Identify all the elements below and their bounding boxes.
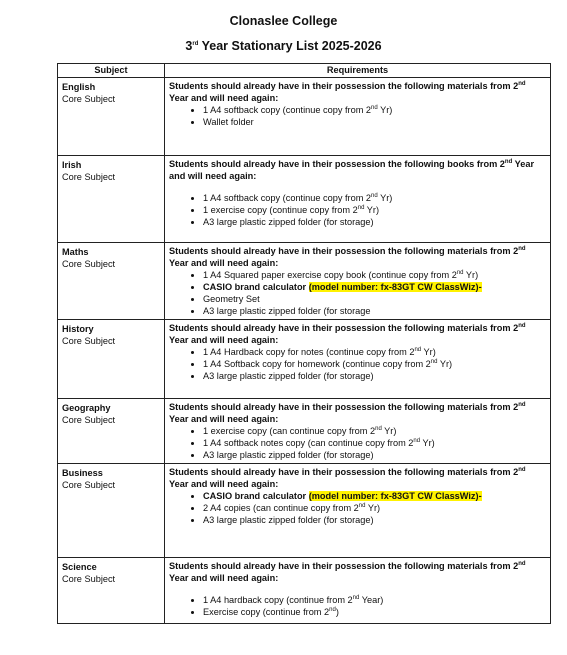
header-subject: Subject xyxy=(58,64,165,78)
intro-text: Students should already have in their possession the following materials from 2 xyxy=(169,402,519,412)
subject-cell xyxy=(58,320,165,399)
list-item xyxy=(203,502,546,514)
item-text-end: Year) xyxy=(359,595,384,605)
subtitle-year-number: 3 xyxy=(185,39,193,53)
intro-text-end: Year and will need again: xyxy=(169,258,279,268)
list-item xyxy=(203,192,546,204)
subject-name: English xyxy=(62,82,96,92)
requirements-list xyxy=(169,192,546,228)
subject-name: History xyxy=(62,324,94,334)
requirements-intro xyxy=(169,322,546,346)
requirements-cell xyxy=(165,399,551,464)
subject-type: Core Subject xyxy=(62,259,116,269)
requirements-list xyxy=(169,346,546,382)
requirements-list xyxy=(169,104,546,128)
list-item xyxy=(203,606,546,618)
intro-ordinal: nd xyxy=(518,401,526,408)
item-ordinal: nd xyxy=(358,502,366,509)
subject-type: Core Subject xyxy=(62,480,116,490)
subject-cell xyxy=(58,399,165,464)
stationary-table xyxy=(57,63,551,624)
subject-type: Core Subject xyxy=(62,172,116,182)
requirements-intro xyxy=(169,466,546,490)
requirements-intro xyxy=(169,158,546,182)
subject-name: Science xyxy=(62,562,97,572)
intro-ordinal: nd xyxy=(518,322,526,329)
item-text: CASIO brand calculator xyxy=(203,282,309,292)
item-text: 1 A4 Softback copy for homework (continue copy from 2 xyxy=(203,359,431,369)
list-item xyxy=(203,269,546,281)
item-text-end: Yr) xyxy=(421,347,436,357)
item-text: 1 exercise copy (continue copy from 2 xyxy=(203,205,358,215)
item-text-end: Yr) xyxy=(437,359,453,369)
item-text-end: Yr) xyxy=(381,426,397,436)
intro-ordinal: nd xyxy=(518,466,526,473)
page-title: Clonaslee College xyxy=(229,14,338,28)
header-requirements: Requirements xyxy=(165,64,551,78)
intro-ordinal: nd xyxy=(518,245,526,252)
table-body xyxy=(58,78,551,624)
list-item xyxy=(203,281,546,293)
table-row xyxy=(58,320,551,399)
list-item xyxy=(203,514,546,526)
item-ordinal: nd xyxy=(375,425,382,432)
item-text: 1 A4 Hardback copy for notes (continue copy from 2 xyxy=(203,347,415,357)
intro-text-end: Year and will need again: xyxy=(169,573,279,583)
requirements-intro xyxy=(169,80,546,104)
list-item xyxy=(203,594,546,606)
list-item xyxy=(203,437,546,449)
item-text: 1 exercise copy (can continue copy from 2 xyxy=(203,426,376,436)
table-header-row xyxy=(58,64,551,78)
subtitle-year-suffix: rd xyxy=(192,40,199,47)
item-text: Geometry Set xyxy=(203,294,260,304)
list-item xyxy=(203,449,546,461)
page-subtitle xyxy=(0,39,567,53)
list-item xyxy=(203,425,546,437)
intro-text: Students should already have in their possession the following materials from 2 xyxy=(169,81,519,91)
intro-ordinal: nd xyxy=(504,158,513,165)
intro-text: Students should already have in their possession the following books from 2 xyxy=(169,159,505,169)
item-text: A3 large plastic zipped folder (for storage xyxy=(203,306,371,316)
subject-type: Core Subject xyxy=(62,415,116,425)
intro-text-end: Year and will need again: xyxy=(169,414,279,424)
intro-text-end: Year and will need again: xyxy=(169,479,279,489)
item-text: A3 large plastic zipped folder (for storage) xyxy=(203,371,374,381)
intro-text: Students should already have in their possession the following materials from 2 xyxy=(169,561,519,571)
intro-ordinal: nd xyxy=(518,80,526,87)
requirements-cell xyxy=(165,156,551,243)
list-item xyxy=(203,293,546,305)
requirements-list xyxy=(169,269,546,317)
subject-name: Business xyxy=(62,468,103,478)
item-text: A3 large plastic zipped folder (for storage) xyxy=(203,515,374,525)
list-item xyxy=(203,104,546,116)
item-ordinal: nd xyxy=(456,269,464,276)
item-text-end: Yr) xyxy=(364,205,380,215)
item-text: 1 A4 softback copy (continue copy from 2 xyxy=(203,105,372,115)
subtitle-text: Year Stationary List 2025-2026 xyxy=(198,39,382,53)
subject-cell xyxy=(58,78,165,156)
subject-cell xyxy=(58,558,165,624)
item-text: 1 A4 softback notes copy (can continue copy from 2 xyxy=(203,438,414,448)
requirements-cell xyxy=(165,464,551,558)
table-row xyxy=(58,558,551,624)
item-text: 1 A4 Squared paper exercise copy book (continue copy from 2 xyxy=(203,270,457,280)
item-ordinal: nd xyxy=(371,192,378,199)
item-text: 1 A4 hardback copy (continue from 2 xyxy=(203,595,353,605)
intro-text: Students should already have in their possession the following materials from 2 xyxy=(169,467,519,477)
item-text-end: ) xyxy=(335,607,339,617)
item-ordinal: nd xyxy=(371,104,378,111)
item-text-end: Yr) xyxy=(420,438,435,448)
item-ordinal: nd xyxy=(430,358,438,365)
subject-cell xyxy=(58,243,165,320)
intro-text: Students should already have in their possession the following materials from 2 xyxy=(169,323,519,333)
intro-text-end: Year and will need again: xyxy=(169,93,279,103)
requirements-intro xyxy=(169,560,546,584)
list-item xyxy=(203,305,546,317)
item-text-end: Yr) xyxy=(377,193,393,203)
item-text: 1 A4 softback copy (continue copy from 2 xyxy=(203,193,372,203)
table-row xyxy=(58,399,551,464)
requirements-cell xyxy=(165,558,551,624)
item-text: Wallet folder xyxy=(203,117,254,127)
list-item xyxy=(203,358,546,370)
highlighted-model-number: (model number: fx-83GT CW ClassWiz)- xyxy=(308,282,482,292)
item-ordinal: nd xyxy=(329,606,336,613)
subject-cell xyxy=(58,156,165,243)
table-row xyxy=(58,156,551,243)
requirements-intro xyxy=(169,245,546,269)
subject-type: Core Subject xyxy=(62,336,116,346)
table-row xyxy=(58,243,551,320)
item-ordinal: nd xyxy=(357,204,365,211)
subject-name: Geography xyxy=(62,403,111,413)
requirements-cell xyxy=(165,78,551,156)
item-ordinal: nd xyxy=(413,437,421,444)
subject-type: Core Subject xyxy=(62,574,116,584)
item-text: 2 A4 copies (can continue copy from 2 xyxy=(203,503,359,513)
requirements-list xyxy=(169,425,546,461)
intro-text-end: Year and will need again: xyxy=(169,335,279,345)
subject-name: Maths xyxy=(62,247,89,257)
item-text-end: Yr) xyxy=(463,270,479,280)
requirements-list xyxy=(169,490,546,526)
highlighted-model-number: (model number: fx-83GT CW ClassWiz)- xyxy=(308,491,482,501)
table-row xyxy=(58,464,551,558)
intro-ordinal: nd xyxy=(518,560,526,567)
item-text: Exercise copy (continue from 2 xyxy=(203,607,330,617)
requirements-cell xyxy=(165,320,551,399)
requirements-list xyxy=(169,594,546,618)
item-text-end: Yr) xyxy=(365,503,381,513)
subject-type: Core Subject xyxy=(62,94,116,104)
subject-name: Irish xyxy=(62,160,82,170)
list-item xyxy=(203,490,546,502)
list-item xyxy=(203,346,546,358)
item-text-end: Yr) xyxy=(377,105,393,115)
item-text: CASIO brand calculator xyxy=(203,491,309,501)
requirements-cell xyxy=(165,243,551,320)
requirements-intro xyxy=(169,401,546,425)
list-item xyxy=(203,116,546,128)
item-ordinal: nd xyxy=(414,346,422,353)
list-item xyxy=(203,370,546,382)
list-item xyxy=(203,204,546,216)
item-text: A3 large plastic zipped folder (for storage) xyxy=(203,450,374,460)
item-ordinal: nd xyxy=(352,594,360,601)
table-row xyxy=(58,78,551,156)
subject-cell xyxy=(58,464,165,558)
intro-text: Students should already have in their possession the following materials from 2 xyxy=(169,246,519,256)
item-text: A3 large plastic zipped folder (for storage) xyxy=(203,217,374,227)
intro-text-end: Year and will need again: xyxy=(169,159,535,181)
list-item xyxy=(203,216,546,228)
